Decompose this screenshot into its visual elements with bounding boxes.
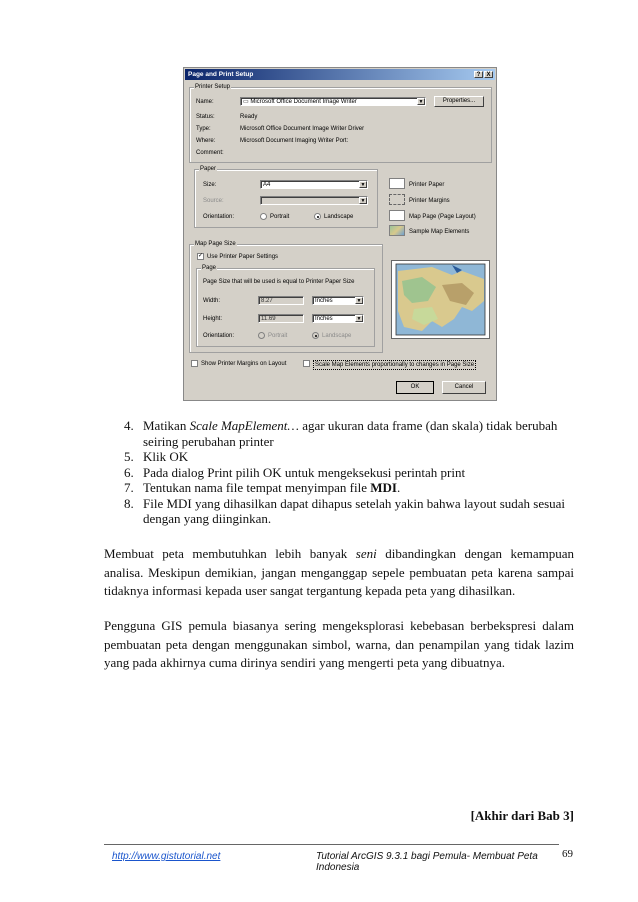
- footer-url-link[interactable]: http://www.gistutorial.net: [112, 851, 221, 862]
- printer-name-value: Microsoft Office Document Image Writer: [250, 99, 357, 105]
- step-text-post: .: [396, 480, 401, 495]
- footer-title: Tutorial ArcGIS 9.3.1 bagi Pemula- Membuat Peta Indonesia: [316, 851, 538, 873]
- paper-source-select[interactable]: [260, 196, 368, 205]
- page-number: 69: [562, 848, 573, 860]
- chevron-down-icon: ▼: [356, 316, 362, 322]
- type-value: Microsoft Office Document Image Writer Driver: [240, 126, 365, 132]
- paragraph-1-text: Membuat peta membutuhkan lebih banyak: [104, 546, 356, 561]
- map-portrait-label: Portrait: [268, 333, 288, 339]
- step-text: Tentukan nama file tempat menyimpan file: [143, 480, 371, 495]
- printer-paper-swatch: [389, 178, 405, 189]
- map-orientation-label: Orientation:: [203, 333, 235, 339]
- page-label: Page: [202, 265, 217, 271]
- footer-rule: [104, 844, 559, 845]
- step-item: [104, 418, 574, 449]
- cancel-button[interactable]: Cancel: [442, 381, 486, 394]
- status-value: Ready: [240, 114, 258, 120]
- map-page-swatch: [389, 210, 405, 221]
- step-text: Klik OK: [143, 449, 189, 464]
- page-footer: [104, 844, 574, 873]
- landscape-label: Landscape: [324, 214, 354, 220]
- step-text-post: agar ukuran data frame (dan skala) tidak berubah seiring perubahan printer: [143, 418, 558, 449]
- paragraph-1: [104, 545, 574, 601]
- status-label: Status:: [196, 114, 215, 120]
- width-value: 8.27: [261, 298, 273, 304]
- use-printer-paper-checkbox[interactable]: ✓: [198, 253, 204, 259]
- page-description: Page Size that will be used is equal to Printer Paper Size: [203, 279, 355, 285]
- paper-orientation-label: Orientation:: [203, 214, 235, 220]
- step-number: 4.: [124, 418, 134, 433]
- map-landscape-label: Landscape: [322, 333, 352, 339]
- ok-button[interactable]: OK: [396, 381, 434, 394]
- where-label: Where:: [196, 138, 216, 144]
- comment-label: Comment:: [196, 150, 224, 156]
- printer-paper-legend: Printer Paper: [409, 182, 445, 188]
- steps-list: [104, 418, 574, 527]
- map-page-size-label: Map Page Size: [195, 241, 236, 247]
- dialog-title: Page and Print Setup: [188, 71, 254, 78]
- map-preview: [391, 260, 490, 339]
- size-label: Size:: [203, 182, 217, 188]
- show-margins-checkbox[interactable]: [191, 360, 198, 367]
- chapter-end-note: [Akhir dari Bab 3]: [470, 808, 574, 823]
- printer-margins-legend: Printer Margins: [409, 198, 450, 204]
- scale-elements-label: Scale Map Elements proportionally to changes in Page Size: [315, 362, 475, 368]
- close-button[interactable]: X: [484, 71, 493, 78]
- landscape-radio[interactable]: [314, 213, 321, 220]
- dialog-titlebar: [185, 69, 495, 80]
- height-input[interactable]: [258, 314, 304, 323]
- step-number: 6.: [124, 464, 134, 480]
- width-input[interactable]: [258, 296, 304, 305]
- type-label: Type:: [196, 126, 211, 132]
- step-item: [104, 496, 574, 527]
- printer-name-select[interactable]: [240, 97, 426, 106]
- height-value: 11.69: [261, 316, 276, 322]
- paper-size-value: A4: [263, 182, 271, 188]
- paper-label: Paper: [200, 166, 217, 172]
- step-emphasis: Scale MapElement…: [189, 418, 299, 433]
- sample-elements-legend: Sample Map Elements: [409, 229, 470, 235]
- map-portrait-radio[interactable]: [258, 332, 265, 339]
- printer-margins-swatch: [389, 194, 405, 205]
- source-label: Source:: [203, 198, 224, 204]
- step-number: 5.: [124, 449, 134, 464]
- where-value: Microsoft Document Imaging Writer Port:: [240, 138, 349, 144]
- printer-icon: ▭: [243, 99, 251, 105]
- name-label: Name:: [196, 99, 214, 105]
- step-number: 8.: [124, 495, 134, 511]
- sample-elements-swatch: [389, 225, 405, 236]
- chevron-down-icon: ▼: [360, 198, 366, 204]
- width-unit-value: Inches: [315, 298, 333, 304]
- map-page-legend: Map Page (Page Layout): [409, 214, 476, 220]
- height-label: Height:: [203, 316, 223, 322]
- properties-button[interactable]: Properties...: [434, 96, 484, 107]
- portrait-label: Portrait: [270, 214, 290, 220]
- chevron-down-icon: ▼: [356, 298, 362, 304]
- step-text: Matikan: [143, 418, 190, 433]
- step-item: [104, 465, 574, 481]
- printer-setup-label: Printer Setup: [195, 84, 231, 90]
- paragraph-1-emphasis: seni: [355, 546, 377, 561]
- paper-size-select[interactable]: [260, 180, 368, 189]
- paragraph-2: Pengguna GIS pemula biasanya sering mengeksplorasi kebebasan berbekspresi dalam pembuatan peta dengan menggunakan simbol, warna, dan penampilan yang tidak lazim yang pada akhirnya cuma dirinya sendiri yang mengerti peta yang dibuatnya.: [104, 618, 574, 670]
- height-unit-select[interactable]: [312, 314, 364, 323]
- height-unit-value: Inches: [315, 316, 333, 322]
- step-item: [104, 480, 574, 496]
- width-label: Width:: [203, 298, 221, 304]
- step-text: File MDI yang dihasilkan dapat dihapus setelah yakin bahwa layout sudah sesuai dengan yang diinginkan.: [143, 495, 566, 526]
- width-unit-select[interactable]: [312, 296, 364, 305]
- page-print-setup-dialog: [183, 67, 497, 401]
- help-button[interactable]: ?: [474, 71, 483, 78]
- chevron-down-icon: ▼: [418, 99, 424, 105]
- step-item: [104, 449, 574, 465]
- scale-elements-checkbox[interactable]: [303, 360, 310, 367]
- map-preview-image: [392, 261, 489, 338]
- use-printer-paper-label: Use Printer Paper Settings: [207, 254, 279, 260]
- step-number: 7.: [124, 480, 134, 495]
- step-text: Pada dialog Print pilih OK untuk mengeksekusi perintah print: [143, 464, 466, 480]
- paragraph-1-text-post: dibandingkan dengan kemampuan analisa. Meskipun demikian, jangan menganggap sepele pembuatan peta karena sampai tidaknya informasi kepada user sangat tergantung kepada peta yang dihasilkan.: [104, 546, 575, 598]
- show-margins-label: Show Printer Margins on Layout: [201, 361, 287, 367]
- chevron-down-icon: ▼: [360, 182, 366, 188]
- step-strong: MDI: [370, 480, 397, 495]
- portrait-radio[interactable]: [260, 213, 267, 220]
- map-landscape-radio[interactable]: [312, 332, 319, 339]
